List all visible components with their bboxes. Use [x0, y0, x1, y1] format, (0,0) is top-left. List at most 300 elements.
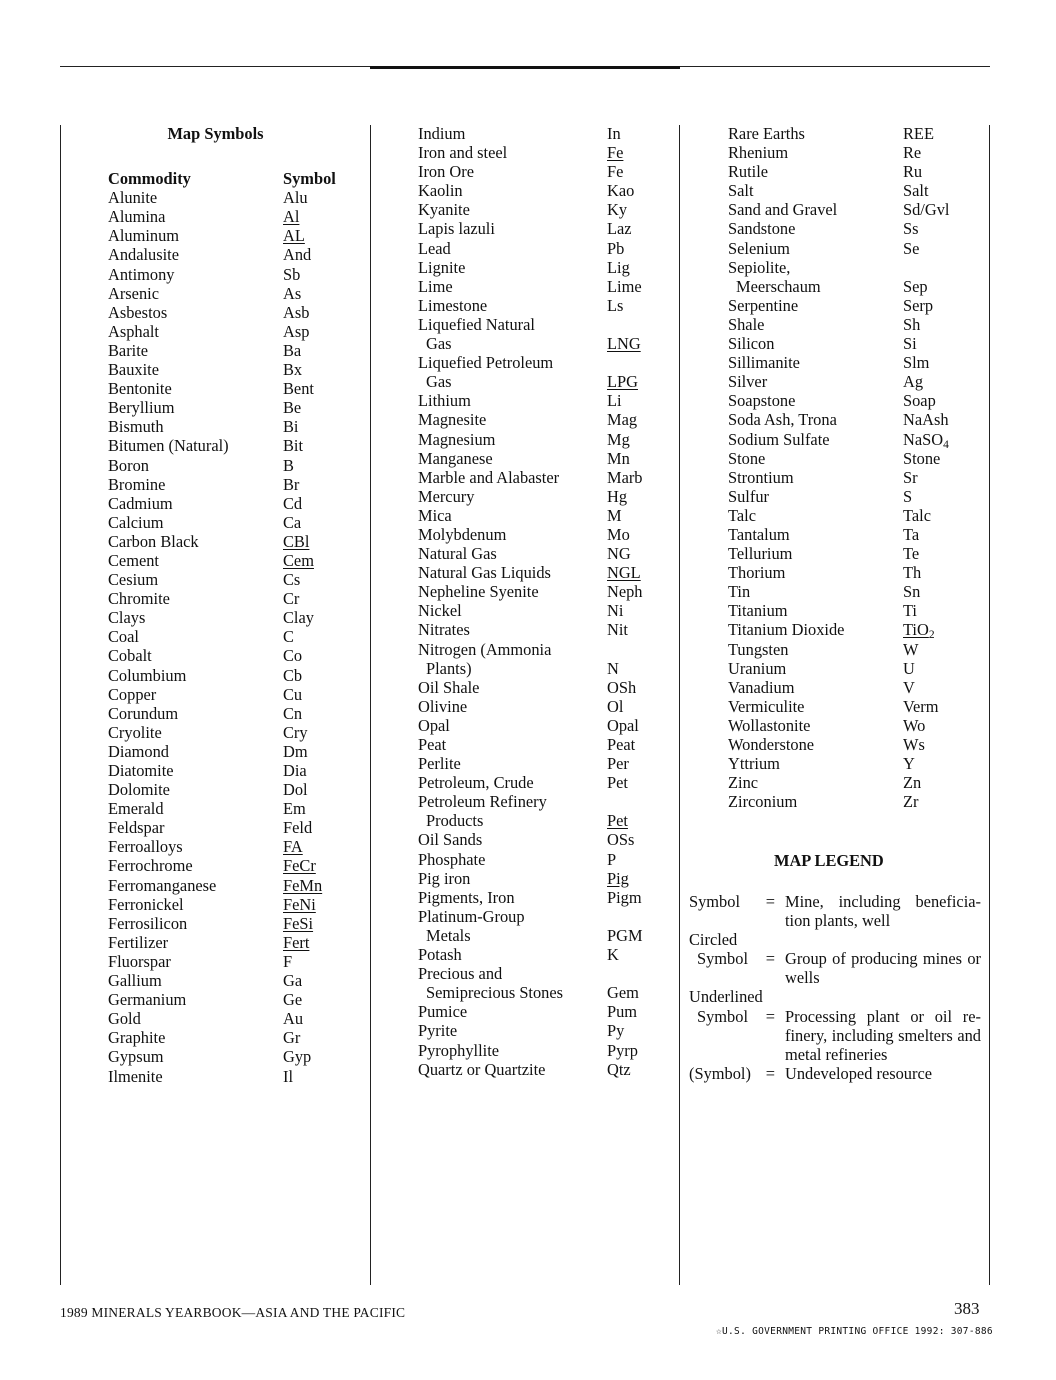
- commodity-name: Limestone: [418, 295, 488, 315]
- commodity-symbol: FeSi: [283, 913, 314, 933]
- commodity-name: Yttrium: [728, 754, 780, 774]
- list-item: [418, 487, 668, 506]
- list-item: [418, 410, 668, 429]
- commodity-name: Marble and Alabaster: [418, 467, 560, 487]
- commodity-name: Salt: [728, 181, 754, 201]
- commodity-name: Selenium: [728, 238, 790, 258]
- commodity-name: Titanium Dioxide: [728, 620, 845, 640]
- commodity-name: Feldspar: [108, 818, 165, 838]
- commodity-name: Asbestos: [108, 302, 168, 322]
- commodity-symbol: Asp: [283, 321, 310, 341]
- commodity-name: Pigments, Iron: [418, 887, 515, 907]
- list-item: [728, 219, 978, 238]
- list-item: [418, 678, 668, 697]
- list-item: [418, 124, 668, 143]
- commodity-name: Phosphate: [418, 849, 486, 869]
- list-item: [108, 284, 358, 303]
- commodity-name: Diamond: [108, 741, 170, 761]
- list-item: [418, 735, 668, 754]
- commodity-symbol: Te: [903, 544, 920, 564]
- commodity-name: Dolomite: [108, 780, 170, 800]
- commodity-name: Zinc: [728, 773, 759, 793]
- list-item: [728, 296, 978, 315]
- list-item: [728, 716, 978, 735]
- list-item: [108, 303, 358, 322]
- commodity-symbol: Ta: [903, 524, 920, 544]
- commodity-name: Cement: [108, 550, 159, 570]
- commodity-symbol: Zn: [903, 773, 922, 793]
- commodity-name: Lapis lazuli: [418, 219, 495, 239]
- column-divider-1: [370, 125, 371, 1285]
- list-item: [108, 895, 358, 914]
- commodity-symbol: Ti: [903, 601, 917, 621]
- commodity-name: Products: [426, 811, 484, 831]
- list-item: [108, 780, 358, 799]
- legend-term: Symbol: [689, 892, 741, 911]
- commodity-name: Nepheline Syenite: [418, 582, 539, 602]
- commodity-symbol: OSh: [607, 677, 637, 697]
- commodity-name: Platinum-Group: [418, 906, 525, 926]
- commodity-symbol: Mn: [607, 448, 630, 468]
- legend-term: (Symbol): [689, 1063, 751, 1083]
- commodity-name: Soda Ash, Trona: [728, 410, 837, 430]
- commodity-name: Fluorspar: [108, 951, 171, 971]
- commodity-header: Commodity: [108, 169, 191, 189]
- list-item: [418, 1002, 668, 1021]
- commodity-symbol: Sb: [283, 264, 301, 284]
- commodity-name: Antimony: [108, 264, 175, 284]
- commodity-name: Ferromanganese: [108, 875, 217, 895]
- commodity-symbol: Clay: [283, 608, 314, 628]
- list-item: [728, 353, 978, 372]
- commodity-name: Andalusite: [108, 245, 180, 265]
- commodity-name: Ferroalloys: [108, 837, 183, 857]
- list-item: [108, 704, 358, 723]
- commodity-symbol: Pig: [607, 868, 629, 888]
- commodity-symbol: Per: [607, 754, 629, 774]
- list-item: [108, 856, 358, 875]
- commodity-symbol: Il: [283, 1066, 294, 1086]
- commodity-name: Mica: [418, 505, 452, 525]
- legend-title: MAP LEGEND: [774, 851, 884, 870]
- commodity-name: Kaolin: [418, 181, 463, 201]
- commodity-name: Cesium: [108, 570, 159, 590]
- list-item: [418, 181, 668, 200]
- commodity-name: Magnesite: [418, 410, 487, 430]
- list-item: [728, 239, 978, 258]
- list-item: [418, 830, 668, 849]
- commodity-symbol: Cb: [283, 665, 303, 685]
- commodity-name: Ferrosilicon: [108, 913, 188, 933]
- commodity-name: Manganese: [418, 448, 493, 468]
- list-item: [418, 219, 668, 238]
- commodity-symbol: Wo: [903, 715, 926, 735]
- commodity-symbol: Dia: [283, 761, 307, 780]
- list-item: [418, 353, 668, 372]
- commodity-symbol: W: [903, 639, 919, 659]
- list-item: [728, 277, 978, 296]
- commodity-list-2: [418, 124, 668, 1079]
- commodity-name: Gold: [108, 1009, 141, 1029]
- commodity-name: Lithium: [418, 391, 471, 411]
- commodity-symbol: Serp: [903, 295, 934, 315]
- commodity-symbol: Mg: [607, 429, 630, 449]
- commodity-symbol: C: [283, 627, 294, 647]
- commodity-symbol: Pum: [607, 1002, 638, 1022]
- commodity-symbol: NaSO$_4$: [903, 429, 949, 451]
- list-item: [418, 964, 668, 983]
- list-item: [108, 265, 358, 284]
- commodity-name: Boron: [108, 455, 149, 475]
- list-item: [108, 876, 358, 895]
- commodity-symbol: Be: [283, 398, 302, 418]
- list-item: [418, 468, 668, 487]
- commodity-name: Vermiculite: [728, 696, 805, 716]
- list-item: [108, 456, 358, 475]
- list-item: [418, 659, 668, 678]
- column-2: [418, 124, 668, 1079]
- commodity-name: Cryolite: [108, 722, 162, 742]
- commodity-name: Titanium: [728, 601, 788, 621]
- commodity-name: Sodium Sulfate: [728, 429, 830, 449]
- list-item: [418, 888, 668, 907]
- list-item: [418, 506, 668, 525]
- commodity-name: Shale: [728, 314, 765, 334]
- list-item: [418, 525, 668, 544]
- list-item: [418, 544, 668, 563]
- commodity-name: Alunite: [108, 188, 158, 208]
- list-item: [728, 468, 978, 487]
- commodity-name: Nitrogen (Ammonia: [418, 639, 552, 659]
- list-item: [418, 697, 668, 716]
- commodity-symbol: PGM: [607, 925, 643, 945]
- commodity-symbol: Bx: [283, 360, 303, 380]
- commodity-symbol: Ss: [903, 219, 919, 239]
- list-item: [418, 296, 668, 315]
- commodity-name: Bismuth: [108, 417, 164, 437]
- list-item: [108, 513, 358, 532]
- commodity-name: Lime: [418, 276, 453, 296]
- commodity-symbol: Bit: [283, 436, 304, 456]
- commodity-symbol: FA: [283, 837, 303, 857]
- commodity-name: Wonderstone: [728, 735, 815, 754]
- commodity-symbol: Gr: [283, 1028, 301, 1048]
- list-item: [108, 589, 358, 608]
- list-item: [728, 449, 978, 468]
- list-item: [728, 678, 978, 697]
- symbol-subscript: 2: [928, 629, 935, 642]
- commodity-name: Cobalt: [108, 646, 152, 666]
- commodity-symbol: Pet: [607, 811, 628, 831]
- list-item: [728, 754, 978, 773]
- commodity-name: Arsenic: [108, 283, 159, 303]
- printing-office-note: ☆U.S. GOVERNMENT PRINTING OFFICE 1992: 307-886: [716, 1326, 993, 1337]
- column-divider-right: [989, 125, 990, 1285]
- commodity-symbol: Ag: [903, 372, 924, 392]
- commodity-symbol: Ru: [903, 162, 923, 182]
- list-item: [418, 945, 668, 964]
- page-title: Map Symbols: [167, 124, 264, 143]
- commodity-symbol: Pb: [607, 238, 625, 258]
- list-item: [108, 341, 358, 360]
- commodity-symbol: Ge: [283, 990, 303, 1010]
- commodity-symbol: Fe: [607, 162, 624, 182]
- commodity-name: Petroleum Refinery: [418, 792, 547, 812]
- commodity-symbol: Stone: [903, 448, 941, 468]
- commodity-name: Oil Shale: [418, 677, 480, 697]
- commodity-name: Fertilizer: [108, 932, 169, 952]
- list-item: [108, 837, 358, 856]
- commodity-symbol: Feld: [283, 818, 313, 838]
- commodity-name: Talc: [728, 505, 756, 525]
- commodity-name: Wollastonite: [728, 715, 811, 735]
- list-item: [728, 620, 978, 642]
- commodity-symbol: TiO$_2$: [903, 620, 935, 642]
- commodity-symbol: Lime: [607, 276, 642, 296]
- commodity-name: Germanium: [108, 990, 187, 1010]
- commodity-symbol: Al: [283, 207, 300, 227]
- commodity-name: Sillimanite: [728, 353, 800, 373]
- commodity-symbol: Cem: [283, 550, 314, 570]
- page-number: 383: [954, 1299, 980, 1318]
- list-item: [108, 761, 358, 780]
- list-item: [108, 188, 358, 207]
- commodity-name: Lignite: [418, 257, 466, 277]
- commodity-symbol: Cn: [283, 703, 303, 723]
- commodity-symbol: Sn: [903, 582, 921, 602]
- commodity-symbol: Hg: [607, 486, 628, 506]
- commodity-symbol: Sep: [903, 276, 928, 296]
- commodity-symbol: Fert: [283, 932, 310, 952]
- legend-item: [689, 1064, 981, 1083]
- list-item: [418, 430, 668, 449]
- commodity-name: Gas: [426, 372, 452, 392]
- commodity-symbol: Talc: [903, 505, 931, 525]
- commodity-symbol: M: [607, 505, 622, 525]
- commodity-name: Silver: [728, 372, 768, 392]
- commodity-symbol: Au: [283, 1009, 304, 1029]
- commodity-name: Kyanite: [418, 200, 470, 220]
- list-item: [108, 551, 358, 570]
- list-item: [728, 315, 978, 334]
- commodity-name: Carbon Black: [108, 531, 199, 551]
- commodity-name: Pumice: [418, 1002, 468, 1022]
- list-item: [418, 601, 668, 620]
- list-item: [418, 582, 668, 601]
- commodity-name: Calcium: [108, 512, 164, 532]
- commodity-name: Barite: [108, 340, 149, 360]
- legend-item: [689, 987, 981, 1063]
- list-item: [108, 723, 358, 742]
- commodity-name: Bitumen (Natural): [108, 436, 229, 456]
- commodity-symbol: Pyrp: [607, 1040, 638, 1060]
- commodity-symbol: NGL: [607, 563, 641, 583]
- list-item: [418, 620, 668, 639]
- list-item: [108, 914, 358, 933]
- list-item: [418, 449, 668, 468]
- list-item: [108, 322, 358, 341]
- legend-term-line1: Underlined: [689, 987, 763, 1007]
- commodity-symbol: Soap: [903, 391, 936, 411]
- list-item: [728, 181, 978, 200]
- legend-definition: Group of producing mines or wells: [785, 949, 981, 988]
- commodity-name: Sandstone: [728, 219, 796, 239]
- list-item: [728, 258, 978, 277]
- legend-item: [689, 892, 981, 930]
- commodity-name: Potash: [418, 945, 462, 965]
- commodity-name: Liquefied Natural: [418, 314, 535, 334]
- commodity-name: Petroleum, Crude: [418, 773, 534, 793]
- commodity-name: Semiprecious Stones: [426, 983, 564, 1003]
- list-item: [418, 716, 668, 735]
- list-item: [108, 685, 358, 704]
- legend-item: [689, 930, 981, 987]
- list-item: [728, 697, 978, 716]
- commodity-name: Metals: [426, 925, 471, 945]
- list-item: [418, 258, 668, 277]
- commodity-name: Coal: [108, 627, 139, 647]
- commodity-symbol: Em: [283, 799, 306, 819]
- commodity-symbol: Y: [903, 754, 915, 774]
- commodity-symbol: K: [607, 945, 619, 965]
- column-divider-2: [679, 125, 680, 1285]
- commodity-symbol: Pet: [607, 773, 628, 793]
- list-item: [728, 735, 978, 754]
- commodity-name: Ferrochrome: [108, 856, 193, 876]
- legend-definition: Undeveloped resource: [785, 1063, 932, 1083]
- commodity-name: Pig iron: [418, 868, 471, 888]
- list-item: [728, 640, 978, 659]
- legend-equals: =: [765, 1063, 775, 1083]
- commodity-name: Bauxite: [108, 360, 159, 380]
- commodity-name: Iron and steel: [418, 143, 508, 163]
- commodity-name: Cadmium: [108, 493, 173, 513]
- commodity-name: Gypsum: [108, 1047, 164, 1067]
- commodity-symbol: Ca: [283, 512, 302, 532]
- list-item: [108, 608, 358, 627]
- list-item: [418, 792, 668, 811]
- commodity-symbol: FeCr: [283, 856, 316, 876]
- commodity-symbol: Ga: [283, 971, 303, 991]
- list-item: [728, 544, 978, 563]
- commodity-name: Indium: [418, 124, 466, 143]
- commodity-symbol: Bent: [283, 379, 314, 399]
- list-item: [728, 391, 978, 410]
- commodity-name: Gas: [426, 334, 452, 354]
- list-item: [728, 124, 978, 143]
- commodity-symbol: Si: [903, 334, 917, 354]
- commodity-name: Tin: [728, 582, 751, 602]
- commodity-symbol: Neph: [607, 582, 643, 602]
- commodity-name: Peat: [418, 735, 447, 754]
- commodity-symbol: Th: [903, 563, 922, 583]
- commodity-name: Bromine: [108, 474, 166, 494]
- commodity-symbol: Cu: [283, 684, 303, 704]
- commodity-name: Chromite: [108, 589, 170, 609]
- commodity-symbol: Nit: [607, 620, 628, 640]
- list-item: [108, 933, 358, 952]
- list-item: [418, 334, 668, 353]
- commodity-name: Thorium: [728, 563, 786, 583]
- commodity-name: Diatomite: [108, 761, 174, 780]
- commodity-name: Olivine: [418, 696, 468, 716]
- symbol-subscript: 4: [943, 438, 949, 451]
- list-item: [108, 360, 358, 379]
- list-item: [108, 494, 358, 513]
- list-item: [728, 487, 978, 506]
- commodity-symbol: Sh: [903, 314, 921, 334]
- list-item: [108, 226, 358, 245]
- commodity-name: Rutile: [728, 162, 769, 182]
- commodity-name: Uranium: [728, 658, 787, 678]
- list-item: [418, 811, 668, 830]
- list-item: [418, 1060, 668, 1079]
- list-item: [108, 627, 358, 646]
- commodity-symbol: AL: [283, 226, 305, 246]
- commodity-symbol: FeNi: [283, 894, 316, 914]
- list-item: [108, 742, 358, 761]
- commodity-name: Tantalum: [728, 524, 790, 544]
- list-item: [728, 563, 978, 582]
- list-item: [108, 379, 358, 398]
- commodity-name: Lead: [418, 238, 451, 258]
- commodity-name: Tungsten: [728, 639, 789, 659]
- legend-term: Symbol: [697, 1006, 749, 1026]
- commodity-name: Natural Gas: [418, 544, 497, 564]
- list-item: [108, 532, 358, 551]
- commodity-name: Zirconium: [728, 792, 798, 812]
- commodity-name: Natural Gas Liquids: [418, 563, 551, 583]
- commodity-symbol: Sd/Gvl: [903, 200, 950, 220]
- list-item: [418, 926, 668, 945]
- commodity-name: Strontium: [728, 467, 794, 487]
- commodity-symbol: Ol: [607, 696, 624, 716]
- commodity-symbol: U: [903, 658, 915, 678]
- list-item: [418, 869, 668, 888]
- list-item: [728, 506, 978, 525]
- commodity-name: Stone: [728, 448, 766, 468]
- commodity-name: Perlite: [418, 754, 461, 774]
- list-item: [728, 525, 978, 544]
- list-item: [418, 850, 668, 869]
- commodity-symbol: Br: [283, 474, 300, 494]
- list-item: [728, 659, 978, 678]
- list-item: [728, 200, 978, 219]
- commodity-name: Rhenium: [728, 143, 789, 163]
- commodity-symbol: Py: [607, 1021, 625, 1041]
- commodity-symbol: Opal: [607, 715, 639, 735]
- list-item: [108, 207, 358, 226]
- list-item: [728, 334, 978, 353]
- list-item: [108, 570, 358, 589]
- commodity-name: Beryllium: [108, 398, 175, 418]
- commodity-name: Iron Ore: [418, 162, 474, 182]
- commodity-name: Vanadium: [728, 677, 795, 697]
- commodity-name: Alumina: [108, 207, 166, 227]
- list-item: [728, 410, 978, 429]
- list-item: [728, 792, 978, 811]
- list-item: [108, 436, 358, 455]
- list-item: [418, 983, 668, 1002]
- legend-equals: =: [765, 892, 775, 911]
- footer-publication: 1989 MINERALS YEARBOOK—ASIA AND THE PACIFIC: [60, 1305, 406, 1320]
- symbol-header: Symbol: [283, 169, 336, 189]
- list-item: [728, 582, 978, 601]
- commodity-symbol: Marb: [607, 467, 643, 487]
- commodity-symbol: Ls: [607, 295, 624, 315]
- commodity-symbol: F: [283, 951, 293, 971]
- commodity-symbol: Re: [903, 143, 922, 163]
